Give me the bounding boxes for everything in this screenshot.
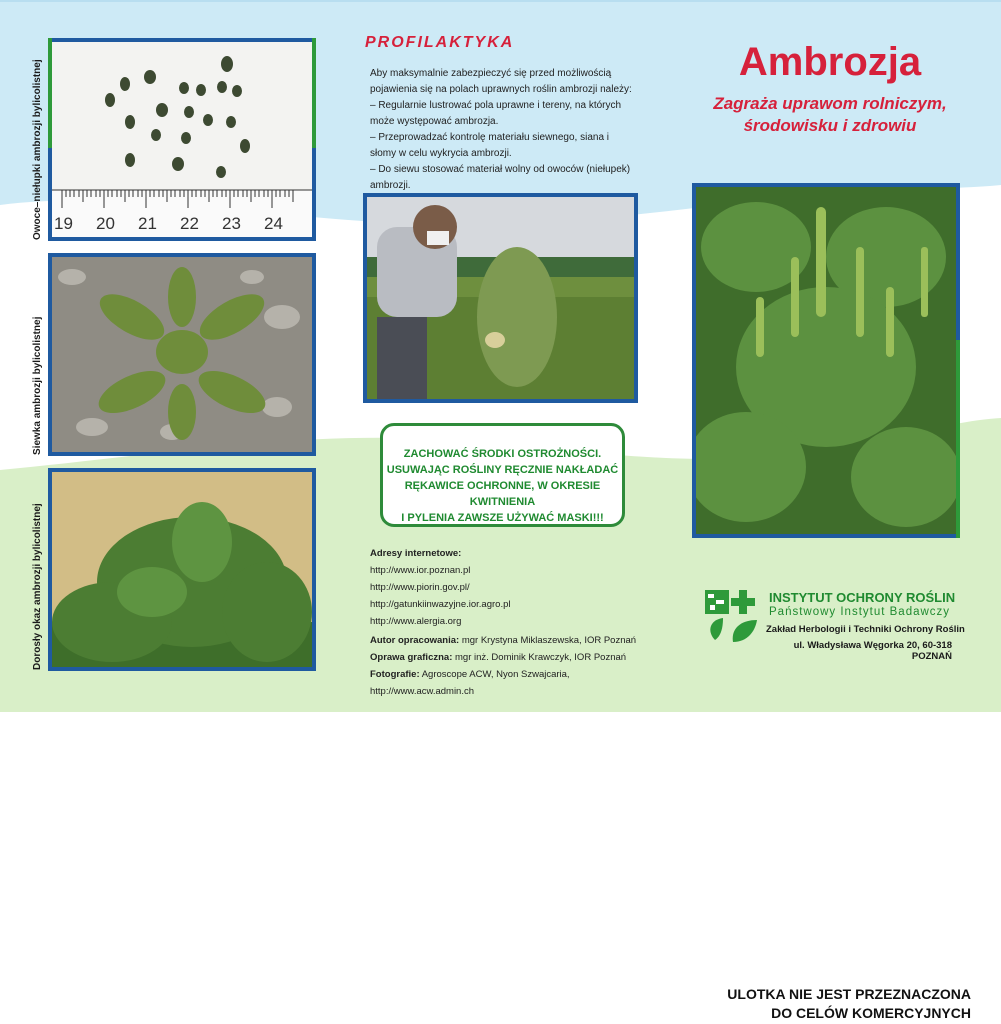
- credit-value: mgr Krystyna Miklaszewska, IOR Poznań: [459, 635, 637, 646]
- link-alergia[interactable]: http://www.alergia.org: [370, 616, 462, 627]
- seedling-image: [52, 257, 312, 452]
- ruler-label: 21: [138, 214, 157, 233]
- credit-label: Oprawa graficzna:: [370, 652, 453, 663]
- profilaktyka-item: – Przeprowadzać kontrolę materiału siewnego, siana i słomy w celu wykrycia ambrozji.: [370, 132, 610, 159]
- credits-section: [370, 632, 660, 700]
- link-ior[interactable]: http://www.ior.poznan.pl: [370, 565, 471, 576]
- ruler-label: 23: [222, 214, 241, 233]
- seeds-image: [52, 42, 312, 237]
- cover-subtitle: [690, 93, 970, 137]
- cover-title: Ambrozja: [738, 40, 922, 84]
- worker-image: [367, 197, 634, 399]
- profilaktyka-intro: Aby maksymalnie zabezpieczyć się przed możliwością pojawienia się na polach uprawnych roślin ambrozji należy:: [370, 68, 632, 95]
- credit-author: [370, 632, 660, 649]
- notice-line: DO CELÓW KOMERCYJNYCH: [771, 1005, 971, 1021]
- addresses-heading: Adresy internetowe:: [370, 548, 462, 559]
- credit-label: Fotografie:: [370, 669, 420, 680]
- credit-value: Agroscope ACW, Nyon Szwajcaria, http://www.acw.admin.ch: [370, 669, 570, 697]
- ragweed-image: [696, 187, 956, 534]
- credit-value: mgr inż. Dominik Krawczyk, IOR Poznań: [452, 652, 627, 663]
- seeds-photo: [48, 38, 316, 241]
- institute-address: ul. Władysława Węgorka 20, 60-318 POZNAŃ: [793, 640, 952, 662]
- seedling-photo: [48, 253, 316, 456]
- notice-line: ULOTKA NIE JEST PRZEZNACZONA: [727, 986, 971, 1002]
- profilaktyka-text: [370, 66, 632, 194]
- institute-name: INSTYTUT OCHRONY ROŚLIN: [769, 590, 956, 605]
- seedling-caption: Siewka ambrozji bylicolistnej: [32, 316, 43, 455]
- warning-box: [380, 423, 625, 527]
- photo-accent: [312, 38, 316, 148]
- ruler-label: 24: [264, 214, 283, 233]
- credit-label: Autor opracowania:: [370, 635, 460, 646]
- link-gatunki[interactable]: http://gatunkiinwazyjne.ior.agro.pl: [370, 599, 511, 610]
- warning-line: ZACHOWAĆ ŚRODKI OSTROŻNOŚCI.: [403, 448, 602, 460]
- addresses-section: [370, 545, 640, 630]
- profilaktyka-item: – Do siewu stosować materiał wolny od owoców (niełupek) ambrozji.: [370, 164, 631, 191]
- non-commercial-notice: [727, 985, 971, 1023]
- credit-design: [370, 649, 660, 666]
- worker-photo: [363, 193, 638, 403]
- link-piorin[interactable]: http://www.piorin.gov.pl/: [370, 582, 470, 593]
- adult-caption: Dorosły okaz ambrozji bylicolistnej: [32, 503, 43, 670]
- ruler-label: 20: [96, 214, 115, 233]
- photo-accent: [48, 38, 52, 148]
- ruler-label: 22: [180, 214, 199, 233]
- cover-subtitle-line: Zagraża uprawom rolniczym,: [713, 94, 947, 113]
- adult-plant-photo: [48, 468, 316, 671]
- profilaktyka-item: – Regularnie lustrować pola uprawne i tereny, na których może występować ambrozja.: [370, 100, 622, 127]
- warning-line: USUWAJĄC ROŚLINY RĘCZNIE NAKŁADAĆ: [386, 464, 619, 476]
- photo-accent: [956, 340, 960, 538]
- profilaktyka-heading: PROFILAKTYKA: [365, 34, 515, 51]
- institute-department: Zakład Herbologii i Techniki Ochrony Roślin: [766, 624, 965, 635]
- adult-plant-image: [52, 472, 312, 667]
- warning-line: I PYLENIA ZAWSZE UŻYWAĆ MASKI!!!: [401, 512, 604, 524]
- institute-subtitle: Państwowy Instytut Badawczy: [769, 606, 951, 618]
- warning-line: RĘKAWICE OCHRONNE, W OKRESIE KWITNIENIA: [404, 480, 601, 508]
- seeds-caption: Owoce–niełupki ambrozji bylicolistnej: [32, 59, 43, 240]
- cover-subtitle-line: środowisku i zdrowiu: [743, 116, 917, 135]
- institute-logo-icon: [703, 588, 759, 644]
- ruler-labels: [52, 214, 312, 236]
- credit-photos: [370, 666, 660, 700]
- ragweed-photo: [692, 183, 960, 538]
- ruler-label: 19: [54, 214, 73, 233]
